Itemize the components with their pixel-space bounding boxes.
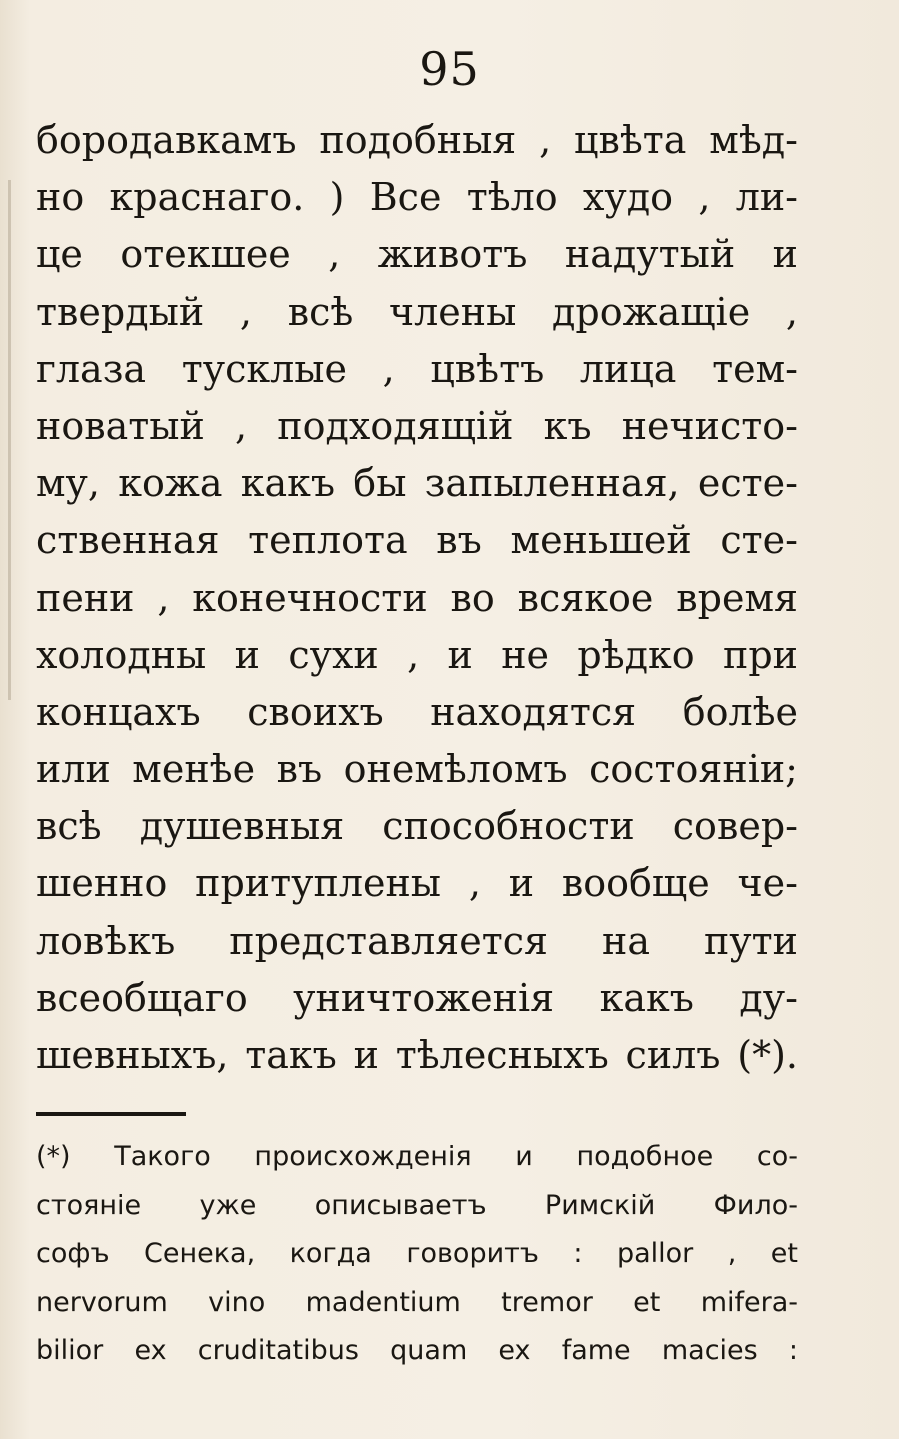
text-line: шенно притуплены , и вообще че- — [36, 861, 798, 906]
text-line: це отекшее , животъ надутый и — [36, 232, 798, 277]
page-number: 95 — [419, 42, 480, 96]
footnote-line: софъ Сенека, когда говоритъ : pallor , et — [36, 1238, 798, 1269]
main-text — [36, 112, 798, 1084]
text-line: шевныхъ, такъ и тѣлесныхъ силъ (*). — [36, 1033, 798, 1077]
text-line: но краснаго. ) Все тѣло худо , ли- — [36, 175, 798, 220]
text-line: всѣ душевныя способности совер- — [36, 804, 798, 849]
text-line: бородавкамъ подобныя , цвѣта мѣд- — [36, 118, 798, 162]
text-line: холодны и сухи , и не рѣдко при — [36, 632, 798, 677]
text-line: твердый , всѣ члены дрожащіе , — [36, 289, 798, 334]
footnote-divider — [36, 1112, 186, 1116]
text-line: всеобщаго уничтоженія какъ ду- — [36, 975, 798, 1020]
text-line: или менѣе въ онемѣломъ состояніи; — [36, 747, 798, 792]
text-line: ловѣкъ представляется на пути — [36, 918, 798, 963]
text-line: пени , конечности во всякое время — [36, 575, 798, 620]
footnote-line: nervorum vino madentium tremor et mifera- — [36, 1286, 798, 1318]
text-line: ственная теплота въ меньшей сте- — [36, 518, 798, 563]
footnote-line: стояніе уже описываетъ Римскій Фило- — [36, 1189, 798, 1221]
footnote-line: bilior ex cruditatibus quam ex fame macies : — [36, 1335, 798, 1366]
text-line: концахъ своихъ находятся болѣе — [36, 689, 798, 734]
page-edge-shadow — [8, 180, 11, 700]
text-line: глаза тусклые , цвѣтъ лица тем- — [36, 346, 798, 391]
text-line: му, кожа какъ бы запыленная, есте- — [36, 461, 798, 506]
text-line: новатый , подходящій къ нечисто- — [36, 403, 798, 448]
footnote-line: (*) Такого происхожденія и подобное со- — [36, 1141, 798, 1172]
footnote — [36, 1133, 798, 1376]
